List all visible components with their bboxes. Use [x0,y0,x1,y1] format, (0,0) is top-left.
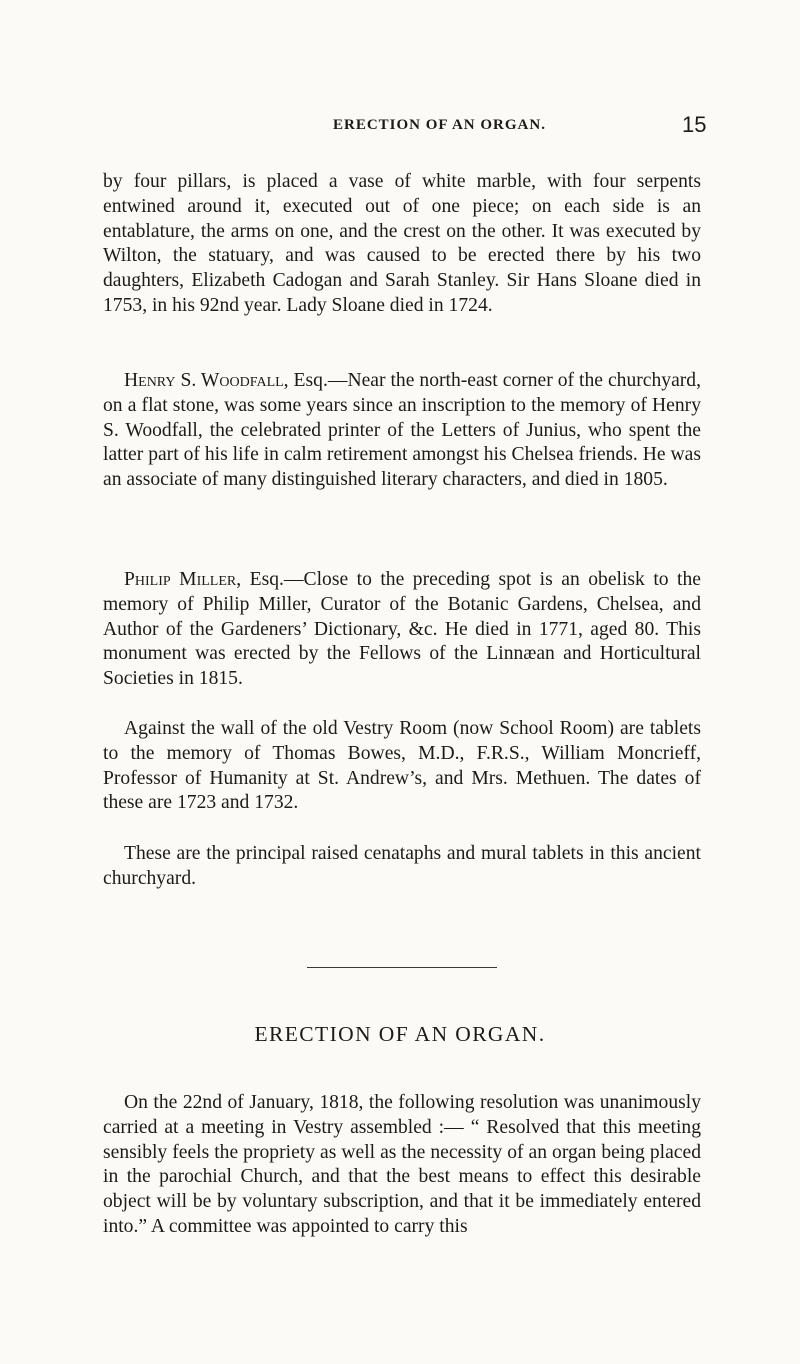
paragraph-lead-name: Philip Miller, [124,569,242,590]
paragraph-sloane-monument [103,170,701,319]
paragraph-text: These are the principal raised cenataphs and mural tablets in this ancient churchyard. [103,843,701,889]
paragraph-lead-name: Henry S. Woodfall, [124,370,289,391]
paragraph-woodfall [103,369,701,493]
paragraph-text: Esq.—Near the north-east corner of the churchyard, on a flat stone, was some years since an inscription to the memory of Henry S. Woodfall, the celebrated printer of the Letters of Junius, who spent the latter part of his life in calm retirement amongst his Chelsea friends. He was an associate of many distinguished literary characters, and died in 1805. [103,370,701,491]
running-head-title: ERECTION OF AN ORGAN. [333,117,546,133]
paragraph-text: Esq.—Close to the preceding spot is an obelisk to the memory of Philip Miller, Curator of the Botanic Gardens, Chelsea, and Author of the Gardeners’ Dictionary, &c. He died in 1771, aged 80. This monument was erected by the Fellows of the Linnæan and Horticultural Societies in 1815. [103,569,701,690]
paragraph-organ-resolution [103,1091,701,1240]
paragraph-cenotaphs [103,842,701,892]
running-head [0,112,800,141]
paragraph-text: Against the wall of the old Vestry Room (now School Room) are tablets to the memory of Thomas Bowes, M.D., F.R.S., William Moncrieff, Professor of Humanity at St. Andrew’s, and Mrs. Methuen. The dates of these are 1723 and 1732. [103,718,701,814]
section-divider-rule [307,967,497,968]
paragraph-vestry-tablets [103,717,701,816]
paragraph-miller [103,568,701,692]
paragraph-text: by four pillars, is placed a vase of white marble, with four serpents entwined around it, executed out of one piece; on each side is an entablature, the arms on one, and the crest on the other. It was executed by Wilton, the statuary, and was caused to be erected there by his two daughters, Elizabeth Cadogan and Sarah Stanley. Sir Hans Sloane died in 1753, in his 92nd year. Lady Sloane died in 1724. [103,171,701,316]
page-number: 15 [682,112,707,137]
section-heading: ERECTION OF AN ORGAN. [254,1022,546,1046]
paragraph-text: On the 22nd of January, 1818, the following resolution was unanimously carried at a meeting in Vestry assembled :— “ Resolved that this meeting sensibly feels the propriety as well as the necessity of an organ being placed in the parochial Church, and that the best means to effect this desirable object will be by voluntary subscription, and that it be immediately entered into.” A committee was appointed to carry this [103,1092,701,1237]
